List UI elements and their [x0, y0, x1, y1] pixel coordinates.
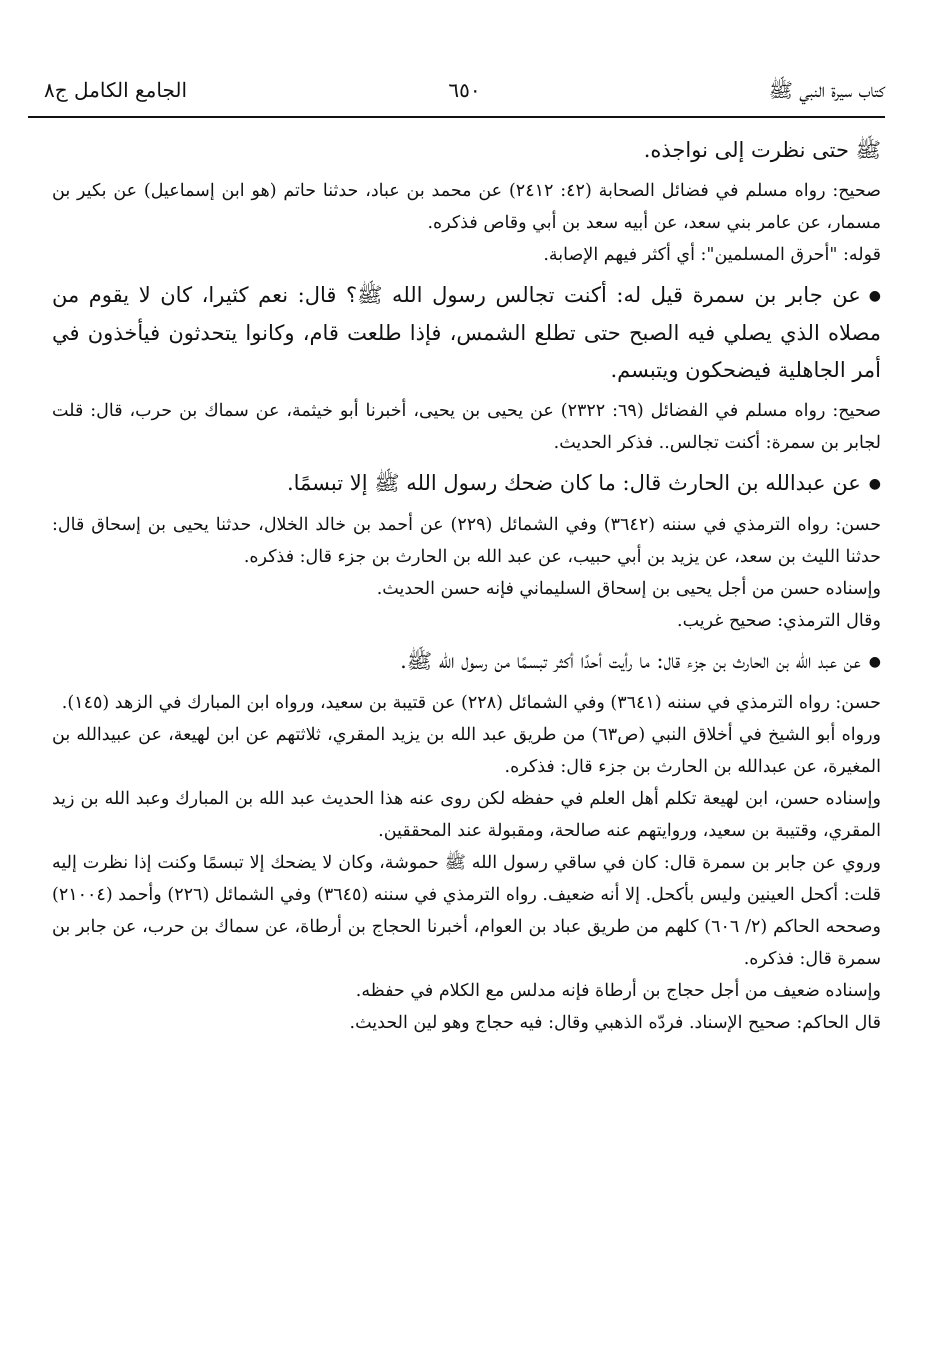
note-text: وقال الترمذي: صحيح غريب.: [677, 611, 881, 631]
takhrij-note: [52, 175, 881, 239]
note-text: قال الحاكم: صحيح الإسناد. فردّه الذهبي وقال: فيه حجاج وهو لين الحديث.: [349, 1013, 881, 1033]
note-text: قوله: "أحرق المسلمين": أي أكثر فيهم الإصابة.: [543, 245, 881, 265]
takhrij-note: [52, 719, 881, 783]
book-title: كتاب سيرة النبي ﷺ: [768, 78, 885, 102]
note-text: صحيح: رواه مسلم في الفضائل (٦٩: ٢٣٢٢) عن يحيى بن يحيى، أخبرنا أبو خيثمة، عن سماك بن حرب، قال: قلت لجابر بن سمرة: أكنت تجالس.. فذكر الحديث.: [52, 401, 881, 453]
note-text: حسن: رواه الترمذي في سننه (٣٦٤١) وفي الشمائل (٢٢٨) عن قتيبة بن سعيد، ورواه ابن المبارك في الزهد (١٤٥).: [61, 693, 881, 713]
hadith-paragraph: [52, 277, 881, 389]
grading-note: [52, 783, 881, 847]
running-head: [44, 70, 885, 110]
grading-note: [52, 975, 881, 1007]
hadith-text: عن جابر بن سمرة قيل له: أكنت تجالس رسول الله ﷺ؟ قال: نعم كثيرا، كان لا يقوم من مصلاه الذي يصلي فيه الصبح حتى تطلع الشمس، فإذا طلعت قام، وكانوا يتحدثون فيأخذون في أمر الجاهلية فيضحكون ويتبسم.: [52, 283, 881, 382]
grading-note: [52, 573, 881, 605]
hadith-text: عن عبدالله بن الحارث قال: ما كان ضحك رسول الله ﷺ إلا تبسمًا.: [286, 471, 861, 495]
takhrij-note: [52, 395, 881, 459]
grading-note: [52, 605, 881, 637]
explanation-note: [52, 239, 881, 271]
bullet-icon: ●: [868, 288, 881, 304]
note-text: وإسناده ضعيف من أجل حجاج بن أرطاة فإنه مدلس مع الكلام في حفظه.: [355, 981, 881, 1001]
hadith-paragraph: [52, 132, 881, 169]
hadith-paragraph: [52, 465, 881, 503]
note-text: ورواه أبو الشيخ في أخلاق النبي (ص٦٣) من طريق عبد الله بن يزيد المقري، ثلاثتهم عن ابن لهيعة، عن عبيدالله بن المغيرة، عن عبدالله بن الحارث بن جزء قال: فذكره.: [52, 725, 881, 777]
hadith-text: عن عبد الله بن الحارث بن جزء قال: ما رأيت أحدًا أكثر تبسمًا من رسول الله ﷺ.: [400, 649, 861, 673]
takhrij-note: [52, 687, 881, 719]
page-body: [52, 132, 881, 1039]
note-text: وروي عن جابر بن سمرة قال: كان في ساقي رسول الله ﷺ حموشة، وكان لا يضحك إلا تبسمًا وكنت إذا نظرت إليه قلت: أكحل العينين وليس بأكحل. إلا أنه ضعيف. رواه الترمذي في سننه (٣٦٤٥) وفي الشمائل (٢٢٦) وأحمد (٢١٠٠٤) وصححه الحاكم (٢/ ٦٠٦) كلهم من طريق عباد بن العوام، أخبرنا الحجاج بن أرطاة، عن سماك بن حرب، عن جابر بن سمرة قال: فذكره.: [52, 853, 882, 969]
grading-note: [52, 1007, 881, 1039]
collection-title: الجامع الكامل ج٨: [44, 78, 188, 102]
note-text: وإسناده حسن، ابن لهيعة تكلم أهل العلم في حفظه لكن روى عنه هذا الحديث عبد الله بن المبارك وعبد الله بن زيد المقري، وقتيبة بن سعيد، وروايتهم عنه صالحة، ومقبولة عند المحققين.: [52, 789, 881, 841]
note-text: صحيح: رواه مسلم في فضائل الصحابة (٤٢: ٢٤١٢) عن محمد بن عباد، حدثنا حاتم (هو ابن إسماعيل) عن بكير بن مسمار، عن عامر بني سعد، عن أبيه سعد بن أبي وقاص فذكره.: [52, 181, 881, 233]
note-text: حسن: رواه الترمذي في سننه (٣٦٤٢) وفي الشمائل (٢٢٩) عن أحمد بن خالد الخلال، حدثنا يحيى بن إسحاق قال: حدثنا الليث بن سعد، عن يزيد بن أبي حبيب، عن عبد الله بن الحارث بن جزء قال: فذكره.: [52, 515, 882, 567]
bullet-icon: ●: [868, 654, 881, 670]
hadith-paragraph: [52, 643, 881, 681]
takhrij-note: [52, 509, 881, 573]
note-text: وإسناده حسن من أجل يحيى بن إسحاق السليماني فإنه حسن الحديث.: [376, 579, 881, 599]
header-rule: [28, 116, 885, 118]
page-number: ٦٥٠: [448, 78, 481, 102]
takhrij-note: [52, 847, 881, 975]
bullet-icon: ●: [868, 476, 881, 492]
hadith-text: ﷺ حتى نظرت إلى نواجذه.: [643, 138, 881, 162]
